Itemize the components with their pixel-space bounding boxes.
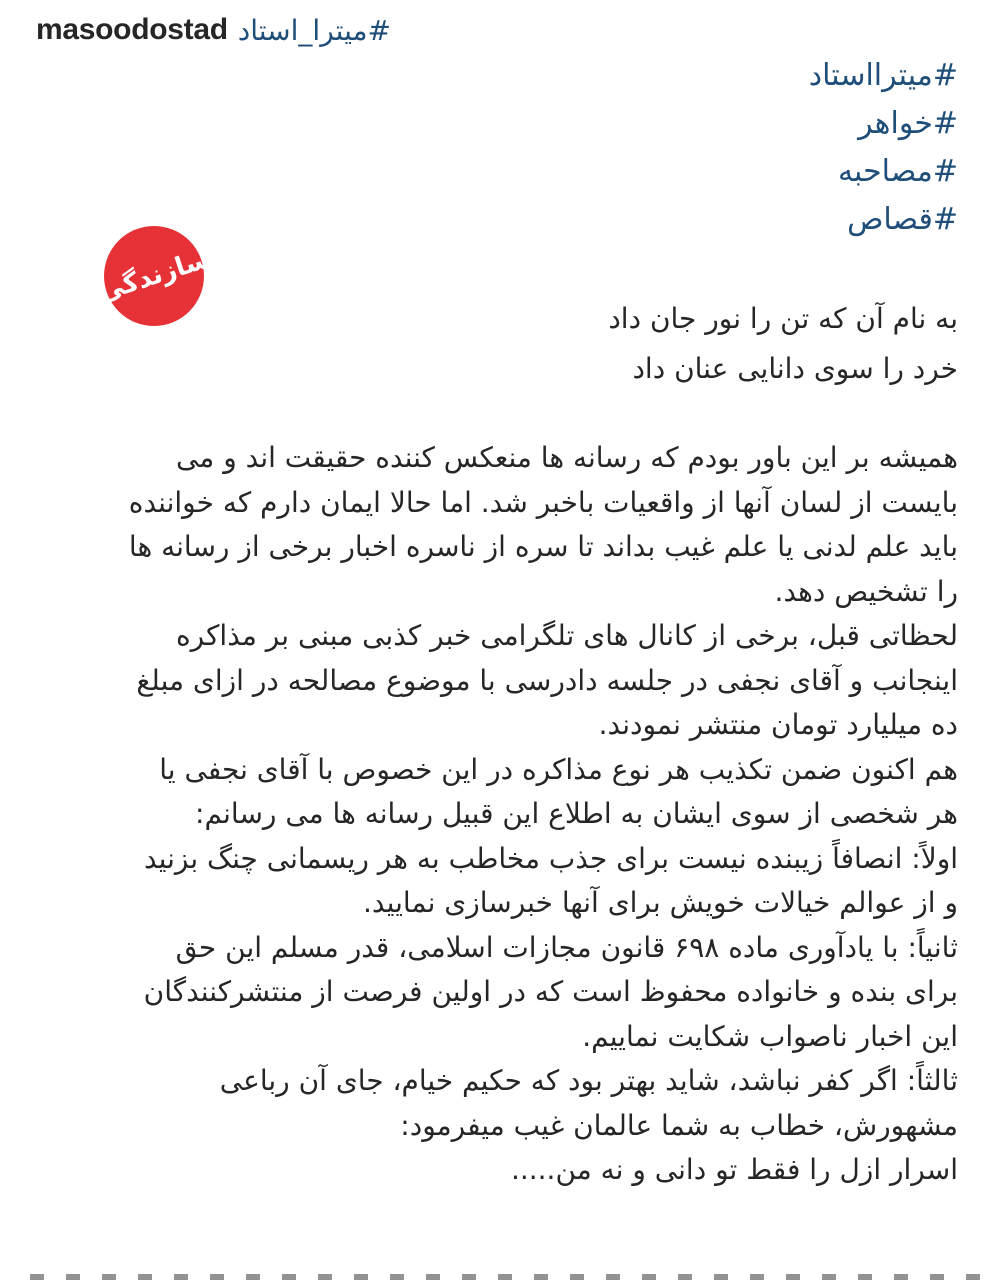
opening-poem bbox=[258, 294, 958, 394]
body-line: اسرار ازل را فقط تو دانی و نه من..... bbox=[510, 1153, 958, 1186]
logo-text: سازندگی bbox=[93, 243, 215, 309]
body-line: را تشخیص دهد. bbox=[774, 574, 958, 608]
body-line: برای بنده و خانواده محفوظ است که در اولین فرصت از منتشرکنندگان bbox=[143, 975, 958, 1008]
body-line: هر شخصی از سوی ایشان به اطلاع این قبیل رسانه ها می رسانم: bbox=[195, 797, 958, 830]
hashtag-list bbox=[558, 52, 958, 244]
hashtag-link[interactable]: #خواهر bbox=[858, 106, 958, 141]
body-line: این اخبار ناصواب شکایت نماییم. bbox=[582, 1019, 958, 1053]
body-line: اولاً: انصافاً زیبنده نیست برای جذب مخاطب به هر ریسمانی چنگ بزنید bbox=[143, 841, 958, 875]
post-header bbox=[36, 8, 391, 52]
body-line: ثانیاً: با یادآوری ماده ۶۹۸ قانون مجازات اسلامی، قدر مسلم این حق bbox=[175, 930, 958, 964]
body-line: ثالثاً: اگر کفر نباشد، شاید بهتر بود که حکیم خیام، جای آن رباعی bbox=[219, 1064, 958, 1097]
hashtag-link[interactable]: #مصاحبه bbox=[837, 154, 958, 189]
username-link[interactable]: masoodostad bbox=[36, 13, 228, 46]
body-line: اینجانب و آقای نجفی در جلسه دادرسی با موضوع مصالحه در ازای مبلغ bbox=[136, 663, 958, 697]
sazandegi-logo bbox=[93, 226, 215, 326]
body-line: مشهورش، خطاب به شما عالمان غیب میفرمود: bbox=[400, 1108, 958, 1142]
cut-off-text-row bbox=[30, 1274, 990, 1280]
body-line: ده میلیارد تومان منتشر نمودند. bbox=[598, 708, 958, 741]
body-line: باید علم لدنی یا علم غیب بداند تا سره از ناسره اخبار برخی از رسانه ها bbox=[128, 530, 958, 563]
header-hashtag-link[interactable]: #میترا_استاد bbox=[237, 13, 392, 47]
body-line: و از عوالم خیالات خویش برای آنها خبرسازی نمایید. bbox=[363, 886, 958, 919]
poem-line: به نام آن که تن را نور جان داد bbox=[608, 302, 958, 335]
body-line: همیشه بر این باور بودم که رسانه ها منعکس کننده حقیقت اند و می bbox=[175, 441, 958, 474]
poem-line: خرد را سوی دانایی عنان داد bbox=[632, 352, 958, 385]
body-line: بایست از لسان آنها از واقعیات باخبر شد. اما حالا ایمان دارم که خواننده bbox=[128, 485, 958, 519]
body-line: هم اکنون ضمن تکذیب هر نوع مذاکره در این خصوص با آقای نجفی یا bbox=[159, 752, 958, 786]
hashtag-link[interactable]: #قصاص bbox=[847, 202, 958, 237]
body-line: لحظاتی قبل، برخی از کانال های تلگرامی خبر کذبی مبنی بر مذاکره bbox=[175, 619, 958, 652]
post-body-text bbox=[28, 436, 958, 1193]
hashtag-link[interactable]: #میترااستاد bbox=[808, 58, 958, 93]
